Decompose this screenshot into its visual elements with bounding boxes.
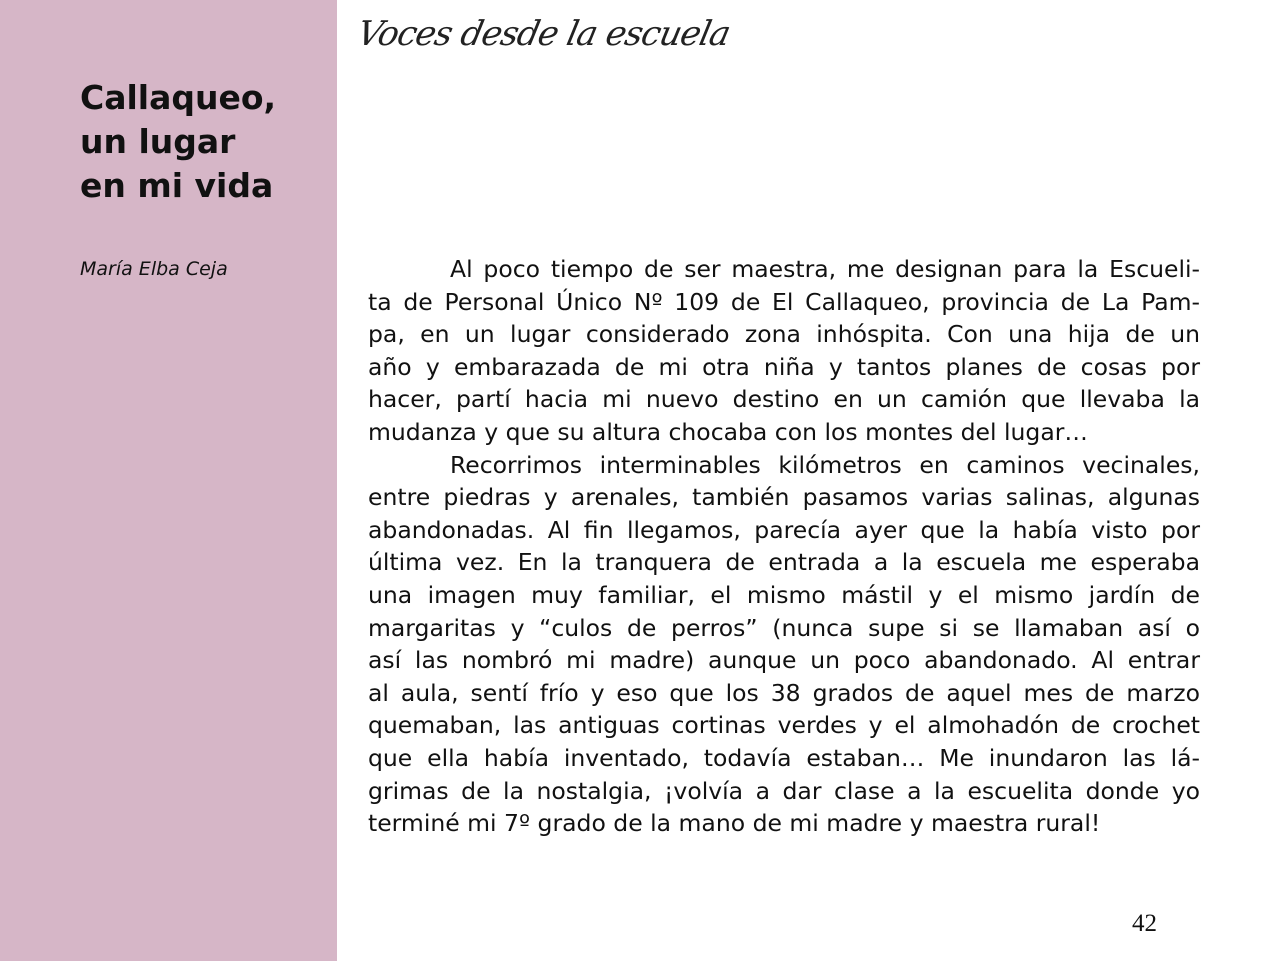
text-line: abandonadas. Al fin llegamos, parecía ayer que la había visto por	[368, 515, 1200, 544]
text-line: al aula, sentí frío y eso que los 38 grados de aquel mes de marzo	[368, 678, 1200, 707]
text-line: última vez. En la tranquera de entrada a la escuela me esperaba	[368, 548, 1200, 577]
text-line: Al poco tiempo de ser maestra, me designan para la Escueli-	[450, 255, 1200, 283]
article-body	[368, 253, 1200, 840]
text-line: una imagen muy familiar, el mismo mástil y el mismo jardín de	[368, 580, 1200, 609]
text-line: pa, en un lugar considerado zona inhóspita. Con una hija de un	[368, 320, 1200, 349]
author-name: María Elba Ceja	[80, 258, 228, 280]
text-line: que ella había inventado, todavía estaban… Me inundaron las lá-	[368, 743, 1200, 772]
text-line: mudanza y que su altura chocaba con los montes del lugar…	[368, 417, 1088, 446]
page-number: 42	[1132, 910, 1157, 937]
text-line: terminé mi 7º grado de la mano de mi madre y maestra rural!	[368, 809, 1101, 838]
text-line: año y embarazada de mi otra niña y tantos planes de cosas por	[368, 352, 1200, 381]
text-line: hacer, partí hacia mi nuevo destino en un camión que llevaba la	[368, 385, 1200, 414]
title-line: en mi vida	[80, 166, 274, 205]
sidebar-panel	[0, 0, 337, 961]
text-line: grimas de la nostalgia, ¡volvía a dar clase a la escuelita donde yo	[368, 776, 1200, 805]
text-line: ta de Personal Único Nº 109 de El Callaqueo, provincia de La Pam-	[368, 287, 1200, 316]
article-title	[80, 76, 276, 208]
text-line: quemaban, las antiguas cortinas verdes y el almohadón de crochet	[368, 711, 1200, 740]
title-line: Callaqueo,	[80, 78, 277, 117]
text-line: Recorrimos interminables kilómetros en caminos vecinales,	[450, 450, 1200, 479]
series-title: Voces desde la escuela	[353, 14, 734, 54]
text-line: entre piedras y arenales, también pasamos varias salinas, algunas	[368, 483, 1200, 512]
title-line: un lugar	[80, 122, 236, 161]
text-line: así las nombró mi madre) aunque un poco abandonado. Al entrar	[368, 646, 1200, 675]
text-line: margaritas y “culos de perros” (nunca supe si se llamaban así o	[368, 613, 1200, 642]
